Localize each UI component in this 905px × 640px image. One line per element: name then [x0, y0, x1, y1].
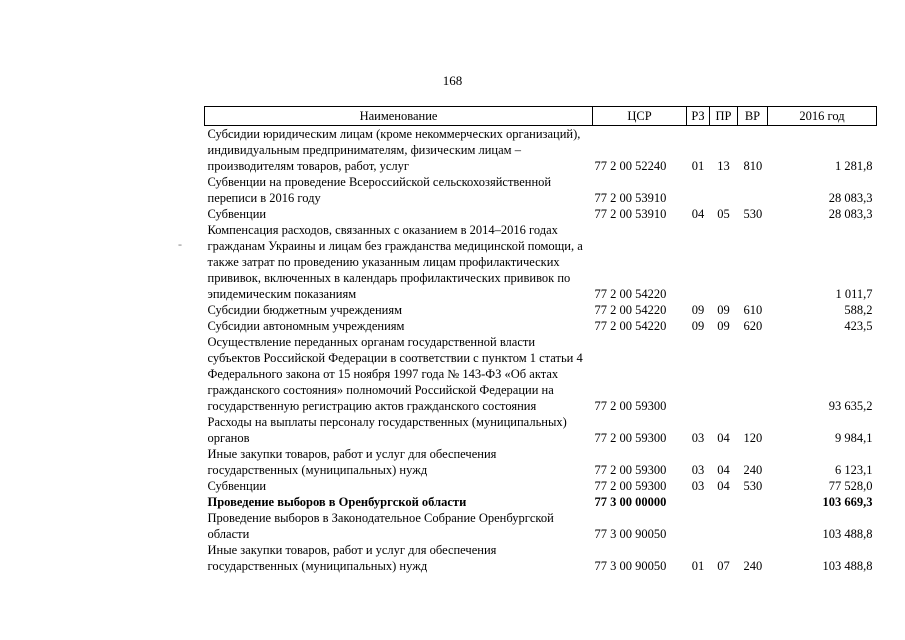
row-amount: 6 123,1	[835, 463, 873, 477]
row-csr: 77 3 00 00000	[594, 495, 667, 509]
header-pr: ПР	[710, 107, 738, 126]
table-row	[205, 318, 877, 334]
table-row	[205, 542, 877, 574]
row-amount: 28 083,3	[828, 191, 873, 205]
row-vr: 620	[743, 319, 763, 333]
row-pr	[710, 494, 738, 510]
row-amount: 77 528,0	[828, 479, 873, 493]
row-name: Субсидии автономным учреждениям	[207, 319, 405, 333]
table-row	[205, 302, 877, 318]
row-amount: 103 488,8	[822, 527, 873, 541]
row-name: Проведение выборов в Оренбургской области	[207, 495, 467, 509]
row-name: Субсидии юридическим лицам (кроме некоммерческих организаций), индивидуальным предпринимателям, физическим лицам – производителям товаров, работ, услуг	[207, 127, 581, 173]
row-pr	[710, 510, 738, 542]
row-pr	[710, 174, 738, 206]
row-csr: 77 3 00 90050	[594, 527, 667, 541]
row-rz	[687, 222, 710, 302]
row-name: Иные закупки товаров, работ и услуг для обеспечения государственных (муниципальных) нужд	[207, 543, 497, 573]
row-amount: 103 488,8	[822, 559, 873, 573]
row-name: Расходы на выплаты персоналу государственных (муниципальных) органов	[207, 415, 567, 445]
budget-table	[204, 106, 877, 574]
row-amount: 28 083,3	[828, 207, 873, 221]
row-pr: 13	[717, 159, 730, 173]
row-vr: 530	[743, 207, 763, 221]
page-number: 168	[442, 73, 463, 88]
row-pr: 05	[717, 207, 730, 221]
row-pr	[710, 222, 738, 302]
row-amount: 93 635,2	[828, 399, 873, 413]
table-row	[205, 494, 877, 510]
row-pr	[710, 334, 738, 414]
row-rz: 03	[691, 479, 705, 493]
row-csr: 77 2 00 59300	[594, 399, 667, 413]
header-vr: ВР	[738, 107, 768, 126]
row-name: Осуществление переданных органам государственной власти субъектов Российской Федерации в соответствии с пунктом 1 статьи 4 Федерального закона от 15 ноября 1997 года № 143-ФЗ «Об актах гражданского состояния» полномочий Российской Федерации на государственную регистрацию актов гражданского состояния	[207, 335, 583, 413]
row-vr: 610	[743, 303, 763, 317]
margin-mark: -	[178, 237, 182, 251]
table-row	[205, 206, 877, 222]
row-vr	[738, 494, 768, 510]
row-pr: 09	[717, 319, 730, 333]
row-csr: 77 2 00 54220	[594, 287, 667, 301]
row-name: Иные закупки товаров, работ и услуг для обеспечения государственных (муниципальных) нужд	[207, 447, 497, 477]
row-name: Субвенции	[207, 479, 267, 493]
table-row	[205, 334, 877, 414]
row-rz: 09	[691, 303, 705, 317]
table-row	[205, 174, 877, 206]
row-pr: 04	[717, 431, 730, 445]
row-csr: 77 2 00 54220	[594, 319, 667, 333]
table-row	[205, 126, 877, 175]
table-row	[205, 478, 877, 494]
row-vr: 120	[743, 431, 763, 445]
row-vr: 530	[743, 479, 763, 493]
row-csr: 77 2 00 59300	[594, 431, 667, 445]
row-csr: 77 2 00 53910	[594, 207, 667, 221]
row-vr: 240	[743, 463, 763, 477]
row-pr: 04	[717, 479, 730, 493]
row-rz: 09	[691, 319, 705, 333]
row-csr: 77 2 00 53910	[594, 191, 667, 205]
row-vr	[738, 222, 768, 302]
row-name: Субвенции	[207, 207, 267, 221]
row-rz	[687, 494, 710, 510]
row-rz	[687, 174, 710, 206]
row-amount: 1 281,8	[835, 159, 873, 173]
row-amount: 103 669,3	[822, 495, 873, 509]
row-rz: 03	[691, 463, 705, 477]
row-csr: 77 2 00 59300	[594, 463, 667, 477]
row-rz: 03	[691, 431, 705, 445]
row-amount: 1 011,7	[835, 287, 873, 301]
table-header-row	[205, 107, 877, 126]
row-vr	[738, 334, 768, 414]
header-rz: РЗ	[687, 107, 710, 126]
row-pr: 09	[717, 303, 730, 317]
row-csr: 77 2 00 59300	[594, 479, 667, 493]
row-vr	[738, 174, 768, 206]
row-rz	[687, 334, 710, 414]
row-pr: 04	[717, 463, 730, 477]
row-csr: 77 2 00 52240	[594, 159, 667, 173]
row-csr: 77 3 00 90050	[594, 559, 667, 573]
row-vr: 240	[743, 559, 763, 573]
row-amount: 423,5	[844, 319, 873, 333]
header-year: 2016 год	[768, 107, 877, 126]
table-body	[205, 126, 877, 575]
row-rz	[687, 510, 710, 542]
row-pr: 07	[717, 559, 730, 573]
header-csr: ЦСР	[593, 107, 687, 126]
table-row	[205, 222, 877, 302]
row-vr: 810	[743, 159, 763, 173]
row-name: Субвенции на проведение Всероссийской сельскохозяйственной переписи в 2016 году	[207, 175, 552, 205]
row-name: Компенсация расходов, связанных с оказанием в 2014–2016 годах гражданам Украины и лицам без гражданства медицинской помощи, а также затрат по проведению указанным лицам профилактических прививок, включенных в календарь профилактических прививок по эпидемическим показаниям	[207, 223, 583, 301]
row-vr	[738, 510, 768, 542]
row-rz: 01	[691, 159, 705, 173]
row-name: Субсидии бюджетным учреждениям	[207, 303, 403, 317]
table-row	[205, 414, 877, 446]
row-amount: 9 984,1	[835, 431, 873, 445]
row-csr: 77 2 00 54220	[594, 303, 667, 317]
row-rz: 01	[691, 559, 705, 573]
table-row	[205, 510, 877, 542]
row-rz: 04	[691, 207, 705, 221]
row-name: Проведение выборов в Законодательное Собрание Оренбургской области	[207, 511, 554, 541]
header-name: Наименование	[205, 107, 593, 126]
table-row	[205, 446, 877, 478]
row-amount: 588,2	[844, 303, 873, 317]
